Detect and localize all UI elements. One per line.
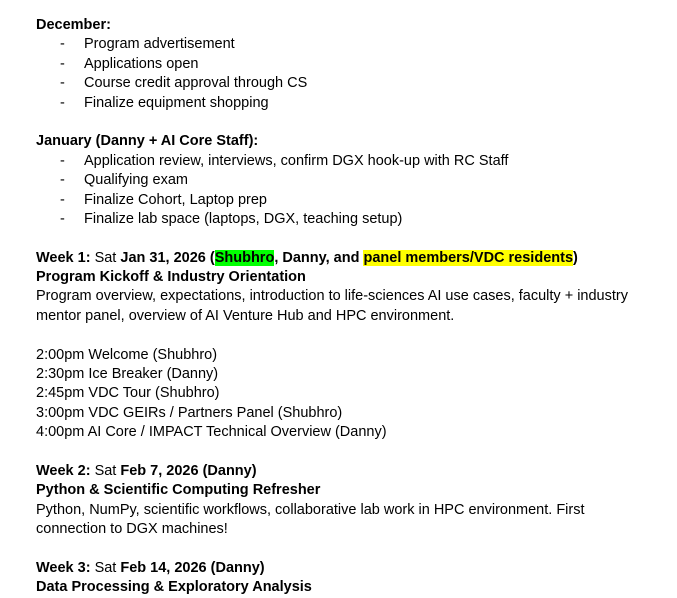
list-item-text: Finalize equipment shopping [84, 94, 269, 111]
spacer [36, 229, 646, 248]
document-body [36, 16, 646, 598]
bullet-dash: - [60, 191, 65, 208]
list-item [36, 74, 646, 93]
week-label: Week 3: [36, 560, 91, 576]
schedule-item: 3:00pm VDC GEIRs / Partners Panel (Shubhro) [36, 404, 343, 421]
bullet-dash: - [60, 75, 65, 92]
december-heading: December: [36, 17, 111, 33]
week-day: Sat [90, 560, 121, 576]
list-item-text: Course credit approval through CS [84, 75, 308, 92]
bullet-dash: - [60, 94, 65, 111]
bullet-dash: - [60, 172, 65, 189]
week-day: Sat [90, 463, 121, 480]
schedule-item: 2:45pm VDC Tour (Shubhro) [36, 385, 220, 402]
week-date: Feb 7, 2026 (Danny) [120, 463, 257, 480]
week-description: Program overview, expectations, introduction to life-sciences AI use cases, faculty + industry mentor panel, overview of AI Venture Hub and HPC environment. [36, 288, 628, 324]
bullet-dash: - [60, 55, 65, 72]
list-item-text: Finalize lab space (laptops, DGX, teaching setup) [84, 210, 403, 227]
list-item-text: Applications open [84, 55, 199, 72]
week-label: Week 1: [36, 249, 91, 266]
week-title: Python & Scientific Computing Refresher [36, 482, 321, 499]
spacer [36, 540, 646, 559]
week-day: Sat [90, 249, 121, 266]
list-item-text: Qualifying exam [84, 172, 188, 189]
spacer [36, 113, 646, 132]
week-title: Program Kickoff & Industry Orientation [36, 269, 306, 286]
list-item [36, 94, 646, 113]
bullet-dash: - [60, 36, 65, 53]
schedule-item: 4:00pm AI Core / IMPACT Technical Overview (Danny) [36, 424, 387, 441]
bullet-dash: - [60, 210, 65, 227]
week-date: Jan 31, 2026 ( [120, 249, 215, 266]
presenter-highlight-green: Shubhro [214, 249, 275, 266]
schedule-item: 2:00pm Welcome (Shubhro) [36, 346, 218, 363]
week1-header [36, 249, 646, 268]
list-item-text: Finalize Cohort, Laptop prep [84, 191, 267, 208]
week-title: Data Processing & Exploratory Analysis [36, 579, 312, 596]
list-item [36, 210, 646, 229]
list-item-text: Application review, interviews, confirm DGX hook-up with RC Staff [84, 152, 509, 169]
spacer [36, 443, 646, 462]
list-item [36, 55, 646, 74]
presenters-close: ) [573, 249, 578, 266]
week-date: Feb 14, 2026 (Danny) [120, 560, 265, 576]
list-item [36, 191, 646, 210]
list-item [36, 171, 646, 190]
week3-header [36, 559, 646, 578]
bullet-dash: - [60, 152, 65, 169]
schedule-item: 2:30pm Ice Breaker (Danny) [36, 366, 219, 383]
january-heading: January (Danny + AI Core Staff): [36, 133, 259, 150]
presenters-text: , Danny, and [274, 249, 364, 266]
list-item-text: Program advertisement [84, 36, 235, 53]
list-item [36, 152, 646, 171]
spacer [36, 326, 646, 345]
week2-header [36, 462, 646, 481]
week-label: Week 2: [36, 463, 91, 480]
week-description: Python, NumPy, scientific workflows, collaborative lab work in HPC environment. First connection to DGX machines! [36, 501, 585, 538]
presenter-highlight-yellow: panel members/VDC residents [363, 249, 574, 266]
list-item [36, 35, 646, 54]
